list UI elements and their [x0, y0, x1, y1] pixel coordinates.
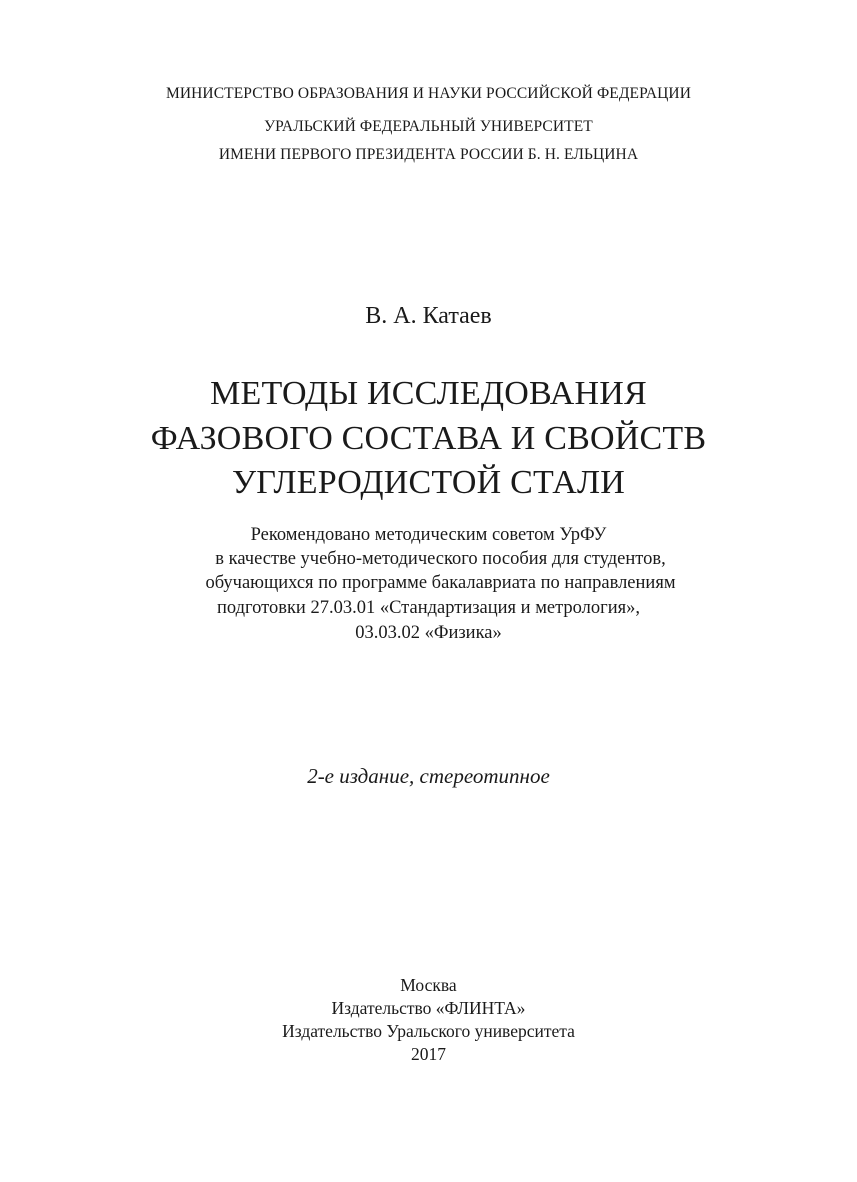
- author-name: В. А. Катаев: [365, 303, 492, 329]
- recommendation-line4: подготовки 27.03.01 «Стандартизация и метрология»,: [216, 598, 641, 618]
- recommendation-line5: 03.03.02 «Физика»: [355, 623, 502, 643]
- publication-year: 2017: [411, 1044, 446, 1064]
- recommendation-line1: Рекомендовано методическим советом УрФУ: [250, 525, 607, 545]
- edition-note: 2-е издание, стереотипное: [307, 764, 550, 788]
- ministry-name: МИНИСТЕРСТВО ОБРАЗОВАНИЯ И НАУКИ РОССИЙСКОЙ ФЕДЕРАЦИИ: [165, 85, 692, 102]
- book-title-line3: УГЛЕРОДИСТОЙ СТАЛИ: [231, 464, 626, 501]
- recommendation-line3: обучающихся по программе бакалавриата по направлениям: [205, 573, 676, 593]
- publication-city: Москва: [400, 975, 457, 995]
- book-title-line1: МЕТОДЫ ИССЛЕДОВАНИЯ: [210, 375, 647, 412]
- recommendation-line2: в качестве учебно-методического пособия для студентов,: [215, 549, 666, 569]
- university-name-line2: ИМЕНИ ПЕРВОГО ПРЕЗИДЕНТА РОССИИ Б. Н. ЕЛЬЦИНА: [218, 146, 639, 163]
- university-name-line1: УРАЛЬСКИЙ ФЕДЕРАЛЬНЫЙ УНИВЕРСИТЕТ: [264, 118, 593, 135]
- book-title-line2: ФАЗОВОГО СОСТАВА И СВОЙСТВ: [150, 420, 707, 457]
- publisher-name-1: Издательство «ФЛИНТА»: [331, 998, 526, 1018]
- publisher-name-2: Издательство Уральского университета: [282, 1021, 575, 1041]
